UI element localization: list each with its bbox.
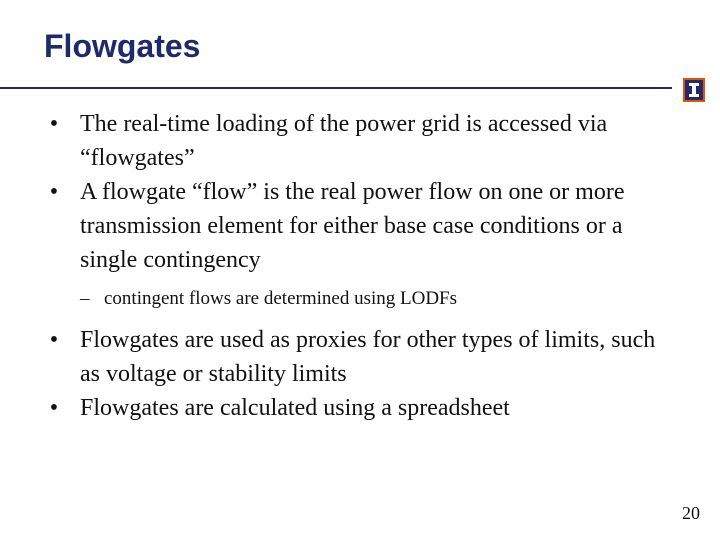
bullet-text: The real-time loading of the power grid is accessed via “flowgates” <box>80 111 608 171</box>
bullet-item <box>44 107 664 175</box>
university-logo-icon <box>683 78 705 102</box>
bullet-text: Flowgates are used as proxies for other types of limits, such as voltage or stability limits <box>80 327 656 387</box>
bullet-mark: • <box>49 395 59 421</box>
bullet-item <box>44 175 664 277</box>
sub-bullet-text: contingent flows are determined using LODFs <box>104 288 458 309</box>
bullet-mark: • <box>49 179 59 205</box>
bullet-mark: • <box>49 327 59 353</box>
bullet-item <box>44 323 664 391</box>
slide-content <box>44 107 664 425</box>
bullet-text: Flowgates are calculated using a spreadsheet <box>80 395 510 421</box>
slide-title: Flowgates <box>44 28 201 64</box>
bullet-mark: • <box>49 111 59 137</box>
bullet-text: A flowgate “flow” is the real power flow on one or more transmission element for either base case conditions or a single contingency <box>80 179 625 273</box>
sub-bullet-item <box>44 285 664 313</box>
title-divider <box>0 87 672 89</box>
sub-bullet-mark: – <box>80 288 90 309</box>
page-number: 20 <box>682 503 700 523</box>
bullet-item <box>44 391 664 425</box>
